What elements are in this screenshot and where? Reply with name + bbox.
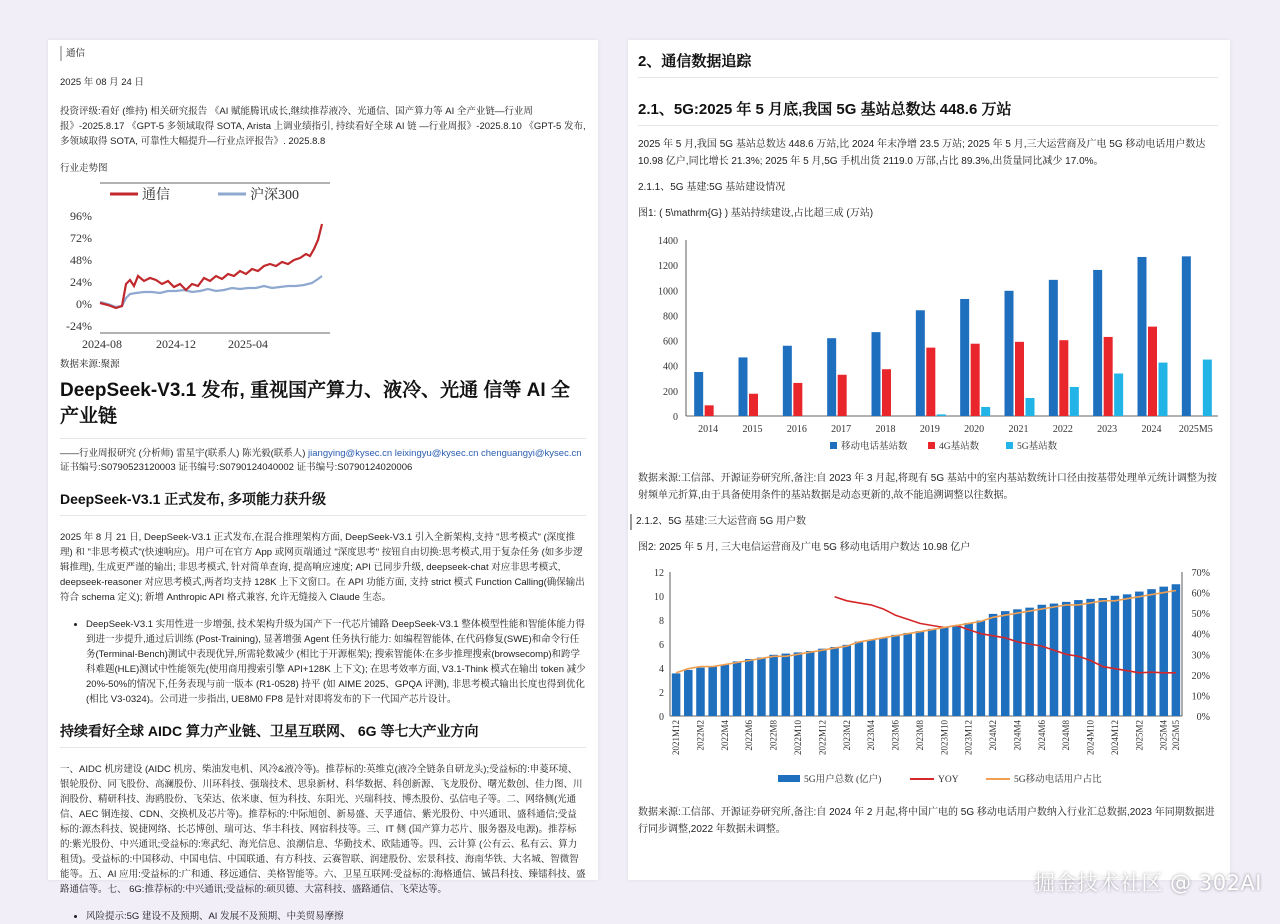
sub-heading-2-1-2: 2.1.2、5G 基建:三大运营商 5G 用户数 [630,514,1218,530]
chart2-x-tick: 2022M8 [768,720,779,751]
chart2-bar [879,638,888,716]
chart2-bar [1123,594,1132,716]
chart2-x-tick: 2023M6 [890,720,901,751]
trend-x-tick: 2024-12 [156,337,196,351]
chart2-bar [1062,602,1071,716]
trend-y-tick: -24% [66,319,92,333]
right-page [628,40,1230,880]
trend-x-tick: 2024-08 [82,337,122,351]
chart1-bar [694,372,703,416]
chart2-bar [1135,592,1144,716]
chart2-bar [928,629,937,716]
chart2-bar [952,626,961,716]
chart2-bar [1086,599,1095,716]
trend-y-tick: 24% [70,275,92,289]
chart1-x-tick: 2020 [964,424,985,435]
chart2-y-tick: 6 [659,640,664,651]
chart2-bar [1159,587,1168,716]
report-title: DeepSeek-V3.1 发布, 重视国产算力、液冷、光通 信等 AI 全产业链 [60,380,570,427]
email-link-1[interactable]: jiangying@kysec.cn [308,448,393,459]
chart2-y2-tick: 50% [1191,609,1210,621]
chart1-bar [838,375,847,416]
author-prefix: ——行业周报研究 (分析师) 雷星宇(联系人) 陈光毅(联系人) [60,448,309,459]
chart1-bar [1070,387,1079,416]
trend-y-tick: 72% [70,231,92,245]
chart2-y-tick: 12 [654,568,664,579]
figure-2-caption: 图2: 2025 年 5 月, 三大电信运营商及广电 5G 移动电话用户数达 10.98 亿户 [638,542,971,553]
5g-users-combo-chart [638,564,1228,804]
chart2-x-tick: 2023M2 [841,720,852,751]
industry-tag: 通信 [60,46,586,61]
watermark: 掘金技术社区 @ 302AI [1034,871,1262,895]
section-1-paragraph: 2025 年 8 月 21 日, DeepSeek-V3.1 正式发布,在混合推理架构方面, DeepSeek-V3.1 引入全新架构,支持 "思考模式" (深度推理) 和 "非思考模式"(快速响应)。用户可在官方 App 或网页端通过 "深度思考" 按钮自由切换:思考模式,用于复杂任务 (如多步逻辑推理), 生成更严谨的输出; 非思考模式, 针对简单查询, 提高响应速度; API 已同步升级, deepseek-chat 对应非思考模式, deepseek-reasoner 对应思考模式,两者均支持 128K 上下文窗口。在 API 功能方面, 支持 strict 模式 Function Calling(确保输出符合 schema 定义); 新增 Anthropic API 格式兼容, 允许无缝接入 Claude 生态。 [60,532,585,603]
chart2-legend-label: 5G用户总数 (亿户) [804,775,882,785]
chart1-bar [1203,360,1212,416]
chart2-x-tick: 2022M4 [719,720,730,751]
chart1-y-tick: 0 [673,412,678,423]
chart2-bar [830,647,839,716]
chart2-bar [818,649,827,716]
chart2-x-tick: 2025M5 [1170,720,1181,751]
chart2-bar [916,631,925,716]
chart2-bar [696,668,705,716]
chart2-x-tick: 2023M12 [963,720,974,756]
chart2-bar [733,661,742,716]
chart1-bar [1148,327,1157,416]
chart2-x-tick: 2023M8 [914,720,925,751]
chart1-x-tick: 2025M5 [1178,424,1213,435]
chart2-x-tick: 2024M2 [988,720,999,751]
chart1-bar [783,346,792,416]
trend-x-tick: 2025-04 [228,337,268,351]
chart1-bar [749,394,758,416]
chart2-bar [1172,584,1181,716]
chart2-y-tick: 8 [659,616,664,627]
chart2-y-tick: 4 [659,664,664,675]
chart1-legend-swatch [928,442,935,449]
chart2-bar [806,651,815,716]
chart2-x-tick: 2024M8 [1061,720,1072,751]
chart1-x-tick: 2021 [1008,424,1029,435]
data-tracking-heading: 2、通信数据追踪 [638,50,1218,78]
section-1-bullets [86,617,586,707]
chart2-x-tick: 2024M4 [1012,720,1023,751]
chart2-bar [745,659,754,716]
sub-heading-2-1-1: 2.1.1、5G 基建:5G 基站建设情况 [638,182,786,193]
chart2-x-tick: 2024M12 [1109,720,1120,756]
chart2-bar [867,640,876,716]
chart2-x-tick: 2024M6 [1036,720,1047,751]
chart1-bar [916,310,925,416]
chart2-bar [1147,589,1156,716]
chart2-x-tick: 2021M12 [671,720,682,756]
chart1-bar [882,369,891,416]
chart2-y-tick: 10 [654,592,664,603]
chart1-legend-label: 移动电话基站数 [841,442,908,452]
chart2-bar [891,635,900,716]
section-2-heading: 持续看好全球 AIDC 算力产业链、卫星互联网、 6G 等七大产业方向 [60,721,586,748]
chart2-y2-tick: 20% [1191,670,1210,682]
chart2-x-tick: 2022M12 [817,720,828,756]
chart1-bar [1005,291,1014,416]
trend-y-tick: 96% [70,209,92,223]
chart2-bar [782,654,791,716]
chart2-bar [855,642,864,716]
chart1-bar [793,383,802,416]
trend-legend-a: 通信 [142,188,170,203]
chart2-y-tick: 0 [659,712,664,723]
chart2-bar [1050,604,1059,716]
chart2-bar [684,670,693,716]
chart2-bar [757,658,766,716]
chart2-bar [1001,611,1010,716]
chart1-bar [827,338,836,416]
trend-chart-label: 行业走势图 [60,163,108,174]
section-1-bullet: • DeepSeek-V3.1 实用性进一步增强, 技术架构升级为国产下一代芯片铺路 DeepSeek-V3.1 整体模型性能和智能体能力得到进一步提升,通过后训练 (Post-Training), 显著增强 Agent 任务执行能力: 如编程智能体, 在代码修复(SWE)和命令行任务(Terminal-Bench)测试中表现优异,所需轮数减少 (相比于开源框架); 搜索智能体:在多步推理搜索(browsecomp)和跨学科难题(HLE)测试中性能领先(使用商用搜索引擎 API+128K 上下文); 在思考效率方面, V3.1-Think 模式在输出 token 减少 20%-50%的情况下,任务表现与前一版本 (R1-0528) 持平 (如 AIME 2025、GPQA 评测), 非思考模式输出长度也得到优化(相比 V3-0324)。公司进一步指出, UE8M0 FP8 是针对即将发布的下一代国产芯片设计。 [86,617,586,707]
chart1-bar [1159,363,1168,416]
trend-line-telecom [100,224,322,308]
chart1-bar [1049,280,1058,416]
chart2-bar [769,655,778,716]
industry-trend-chart [60,180,360,355]
chart2-legend-label: YOY [938,775,959,785]
chart1-bar [1104,337,1113,416]
chart1-bar [1026,398,1035,416]
figure-2-source-note: 数据来源:工信部、开源证券研究所,备注:自 2024 年 2 月起,将中国广电的 5G 移动电话用户数纳入行业汇总数据,2023 年同期数据进行同步调整,2022 年数据未调整。 [638,807,1215,835]
section-2-paragraph: 一、AIDC 机房建设 (AIDC 机房、柴油发电机、风冷&液冷等)。推荐标的:英维克(液冷全链条自研龙头);受益标的:申菱环境、银轮股份、同飞股份、高澜股份、川环科技、强瑞技术、思泉新材、科华数据、科创新源、飞龙股份、曙光数创、佳力图、川润股份、精研科技、海鸥股份、飞荣达、依米康、恒为科技、东阳光、兴瑞科技、博杰股份、弘信电子等。二、网络侧(光通信、AEC 铜连接、CDN、交换机及芯片等)。推荐标的:中际旭创、新易盛、天孚通信、紫光股份、中兴通讯、盛科通信;受益标的:源杰科技、锐捷网络、长芯博创、瑞可达、华丰科技、网宿科技等。三、IT 侧 (国产算力芯片、服务器及电源)。推荐标的:紫光股份、中兴通讯;受益标的:寒武纪、海光信息、浪潮信息、华勤技术、欧陆通等。四、云计算 (公有云、私有云、算力租赁)。受益标的:中国移动、中国电信、中国联通、有方科技、云赛智联、润建股份、宏景科技、海南华铁、大名城、智微智能等。五、AI 应用:受益标的:广和通、移远通信、美格智能等。六、卫星互联网:受益标的:海格通信、铖昌科技、臻镭科技、盛路通信等。七、 6G:推荐标的:中兴通讯;受益标的:硕贝德、大富科技、盛路通信、飞荣达等。 [60,764,586,895]
section-2-bullets [86,909,586,924]
chart1-y-tick: 1200 [658,261,678,273]
chart2-y2-tick: 0% [1196,712,1210,723]
chart2-bar [794,652,803,716]
chart1-x-tick: 2015 [742,424,763,435]
chart2-bar [1013,609,1022,716]
chart1-bar [739,357,748,416]
chart1-y-tick: 200 [663,386,678,398]
chart2-bar [1111,596,1120,716]
chart1-bar [1182,256,1191,416]
risk-bullet: • 风险提示:5G 建设不及预期、AI 发展不及预期、中美贸易摩擦 [86,909,586,924]
email-link-2[interactable]: leixingyu@kysec.cn [394,448,479,459]
author-suffix: 证书编号:S0790523120003 证书编号:S0790124040002 证书编号:S0790124020006 [60,462,413,473]
chart1-bar [1138,257,1147,416]
rating-and-related-reports: 投资评级:看好 (维持) 相关研究报告 《AI 赋能腾讯成长,继续推荐液冷、光通信、国产算力等 AI 全产业链—行业周报》-2025.8.17 《GPT-5 多领域取得 SOTA, Arista 上调业绩指引, 持续看好全球 AI 链 —行业周报》-2025.8.10 《GPT-5 发布, 多领域取得 SOTA, 可靠性大幅提升—行业点评报告》. 2025.8.8 [60,106,586,147]
base-station-bar-chart [638,230,1228,470]
chart2-y2-tick: 10% [1191,691,1210,703]
chart1-bar [971,344,980,416]
chart1-x-tick: 2022 [1052,424,1073,435]
author-line [60,438,586,475]
chart2-x-tick: 2023M10 [939,720,950,756]
5g-base-station-heading: 2.1、5G:2025 年 5 月底,我国 5G 基站总数达 448.6 万站 [638,98,1218,126]
chart1-y-tick: 600 [663,336,678,348]
chart1-x-tick: 2018 [875,424,896,435]
chart1-bar [937,414,946,416]
chart2-legend-swatch-bars [778,775,800,782]
chart1-x-tick: 2019 [919,424,940,435]
chart1-x-tick: 2023 [1097,424,1118,435]
chart1-y-tick: 1000 [658,286,678,298]
chart2-y-tick: 2 [659,688,664,699]
chart1-legend-label: 5G基站数 [1017,442,1058,452]
chart1-bar [960,299,969,416]
chart1-y-tick: 1400 [658,236,678,247]
chart2-x-tick: 2024M10 [1085,720,1096,756]
chart2-bar [708,666,717,716]
chart2-bar [1038,605,1047,716]
chart2-y2-tick: 40% [1191,629,1210,641]
chart2-x-tick: 2022M10 [793,720,803,756]
chart2-bar [940,628,949,716]
chart1-bar [1093,270,1102,416]
chart1-bar [705,405,714,416]
chart1-x-tick: 2024 [1141,424,1162,435]
figure-1-caption: 图1: ( 5\mathrm{G} ) 基站持续建设,占比超三成 (万站) [638,208,874,219]
chart2-bar [1025,608,1034,716]
trend-y-tick: 48% [70,253,92,267]
chart2-bar [1098,598,1107,716]
chart1-legend-swatch [1006,442,1013,449]
5g-intro-paragraph: 2025 年 5 月,我国 5G 基站总数达 448.6 万站,比 2024 年末净增 23.5 万站; 2025 年 5 月,三大运营商及广电 5G 移动电话用户数达 10.98 亿户,同比增长 21.3%; 2025 年 5 月,5G 手机出货 2119.0 万部,占比 89.3%,出货量同比减少 17.0%。 [638,139,1206,167]
chart2-x-tick: 2022M6 [744,720,755,751]
chart1-bar [981,407,990,416]
chart1-bar [1015,342,1024,416]
trend-source: 数据来源:聚源 [60,359,120,370]
chart2-bar [989,614,998,716]
chart2-x-tick: 2022M2 [695,720,706,751]
report-date: 2025 年 08 月 24 日 [60,77,144,88]
chart1-y-tick: 400 [663,361,678,373]
email-link-3[interactable]: chenguangyi@kysec.cn [481,448,582,459]
chart1-x-tick: 2016 [786,424,807,435]
chart2-x-tick: 2025M2 [1134,720,1145,751]
chart2-bar [964,623,973,716]
chart2-y2-tick: 70% [1191,568,1210,579]
trend-legend-b: 沪深300 [250,188,299,203]
chart2-x-tick: 2023M4 [866,720,877,751]
chart1-y-tick: 800 [663,311,678,323]
chart1-x-tick: 2014 [698,424,719,435]
chart1-bar [926,348,935,416]
chart2-y2-tick: 60% [1191,588,1210,600]
trend-y-ticks [66,209,92,333]
chart2-y2-tick: 30% [1191,650,1210,662]
chart1-legend-swatch [830,442,837,449]
chart2-bar [672,673,681,716]
chart1-bar [1059,340,1068,416]
chart2-bar [721,665,730,716]
chart2-bar [842,645,851,716]
chart2-legend-label: 5G移动电话用户占比 [1014,775,1102,785]
chart1-bar [1114,374,1123,416]
figure-1-source-note: 数据来源:工信部、开源证券研究所,备注:自 2023 年 3 月起,将现有 5G 基站中的室内基站数统计口径由按基带处理单元统计调整为按射频单元折算,由于具备使用条件的基站数据是动态更新的,故不能追溯调整以往数据。 [638,473,1217,501]
chart2-x-tick: 2025M4 [1158,720,1169,751]
chart1-bar [872,332,881,416]
chart1-x-tick: 2017 [831,424,852,435]
trend-y-tick: 0% [76,297,92,311]
chart2-bar [903,633,912,716]
section-1-heading: DeepSeek-V3.1 正式发布, 多项能力获升级 [60,489,586,516]
chart1-legend-label: 4G基站数 [939,442,980,452]
left-page [48,40,598,922]
